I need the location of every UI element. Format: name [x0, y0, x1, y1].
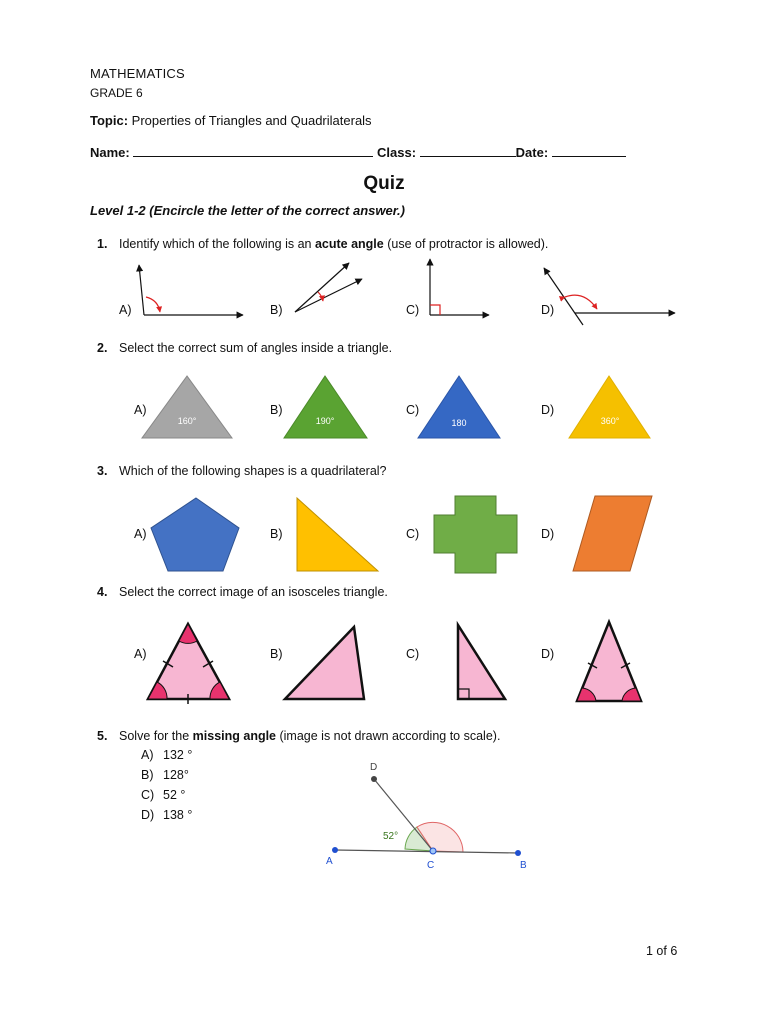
q2-triangle-d-label: 360° — [600, 416, 620, 426]
q1-option-b[interactable]: B) — [270, 303, 283, 317]
q3-option-c[interactable]: C) — [406, 527, 420, 541]
question-text: Identify which of the following is an — [119, 237, 315, 251]
q2-option-c[interactable]: C) — [406, 403, 420, 417]
q2-triangle-a — [142, 376, 232, 438]
q3-parallelogram-shape — [573, 496, 652, 571]
q4-triangle-c — [458, 625, 505, 699]
q2-triangle-d — [569, 376, 650, 438]
question-number: 2. — [97, 341, 108, 355]
q2-option-d[interactable]: D) — [541, 403, 555, 417]
answer-letter: C) — [141, 788, 155, 802]
q3-pentagon-shape — [151, 498, 239, 571]
point-d-label: D — [370, 762, 378, 773]
q4-triangle-b — [285, 627, 364, 699]
answer-value: 128° — [163, 768, 189, 782]
q2-option-a[interactable]: A) — [134, 403, 147, 417]
point-a-label: A — [326, 856, 333, 867]
q1-angle-b-figure — [295, 263, 362, 312]
q4-triangle-a — [148, 624, 229, 704]
q3-option-d[interactable]: D) — [541, 527, 555, 541]
question-text-end: (image is not drawn according to scale). — [276, 729, 501, 743]
answer-letter: A) — [141, 748, 154, 762]
topic-label: Topic: — [90, 113, 129, 128]
q4-option-a[interactable]: A) — [134, 647, 147, 661]
q1-option-a[interactable]: A) — [119, 303, 132, 317]
name-label: Name: — [90, 145, 130, 160]
q3-option-b[interactable]: B) — [270, 527, 283, 541]
q1-option-d[interactable]: D) — [541, 303, 555, 317]
q4-triangle-d — [577, 622, 641, 701]
answer-letter: B) — [141, 768, 154, 782]
q2-triangle-c — [418, 376, 500, 438]
quiz-title: Quiz — [363, 173, 405, 194]
question-keyword: missing angle — [192, 729, 277, 743]
point-c-label: C — [427, 860, 435, 871]
q4-option-b[interactable]: B) — [270, 647, 283, 661]
answer-value: 138 ° — [163, 808, 193, 822]
question-number: 1. — [97, 237, 108, 251]
date-label: Date: — [515, 145, 549, 160]
question-text: Select the correct image of an isosceles triangle. — [119, 585, 388, 599]
point-b-label: B — [520, 860, 527, 871]
q3-right-triangle-shape — [297, 498, 378, 571]
q2-triangle-b-label: 190° — [315, 416, 335, 426]
answer-value: 132 ° — [163, 748, 193, 762]
subject-heading: MATHEMATICS — [90, 66, 185, 81]
q5-angle-diagram — [326, 762, 527, 871]
q4-option-c[interactable]: C) — [406, 647, 420, 661]
answer-letter: D) — [141, 808, 155, 822]
q4-option-d[interactable]: D) — [541, 647, 555, 661]
q1-angle-d-figure — [544, 268, 675, 325]
answer-value: 52 ° — [163, 788, 186, 802]
question-number: 3. — [97, 464, 108, 478]
topic-text: Properties of Triangles and Quadrilaterals — [131, 113, 372, 128]
question-text: Which of the following shapes is a quadrilateral? — [119, 464, 387, 478]
q1-angle-a-figure — [139, 265, 243, 315]
grade-heading: GRADE 6 — [90, 86, 143, 100]
q2-triangle-c-label: 180 — [451, 418, 467, 428]
class-label: Class: — [377, 145, 417, 160]
q2-triangle-a-label: 160° — [177, 416, 197, 426]
question-keyword: acute angle — [314, 237, 384, 251]
question-number: 5. — [97, 729, 108, 743]
angle-52-label: 52° — [383, 831, 399, 842]
page-number: 1 of 6 — [646, 944, 678, 958]
question-text: Solve for the — [119, 729, 193, 743]
level-instruction: Level 1-2 (Encircle the letter of the correct answer.) — [90, 203, 406, 218]
question-number: 4. — [97, 585, 108, 599]
q2-triangle-b — [284, 376, 367, 438]
question-text: Select the correct sum of angles inside a triangle. — [119, 341, 393, 355]
q3-cross-shape — [434, 496, 517, 573]
q1-angle-c-figure — [430, 259, 489, 315]
q2-option-b[interactable]: B) — [270, 403, 283, 417]
q1-option-c[interactable]: C) — [406, 303, 420, 317]
question-text-end: (use of protractor is allowed). — [383, 237, 549, 251]
q3-option-a[interactable]: A) — [134, 527, 147, 541]
